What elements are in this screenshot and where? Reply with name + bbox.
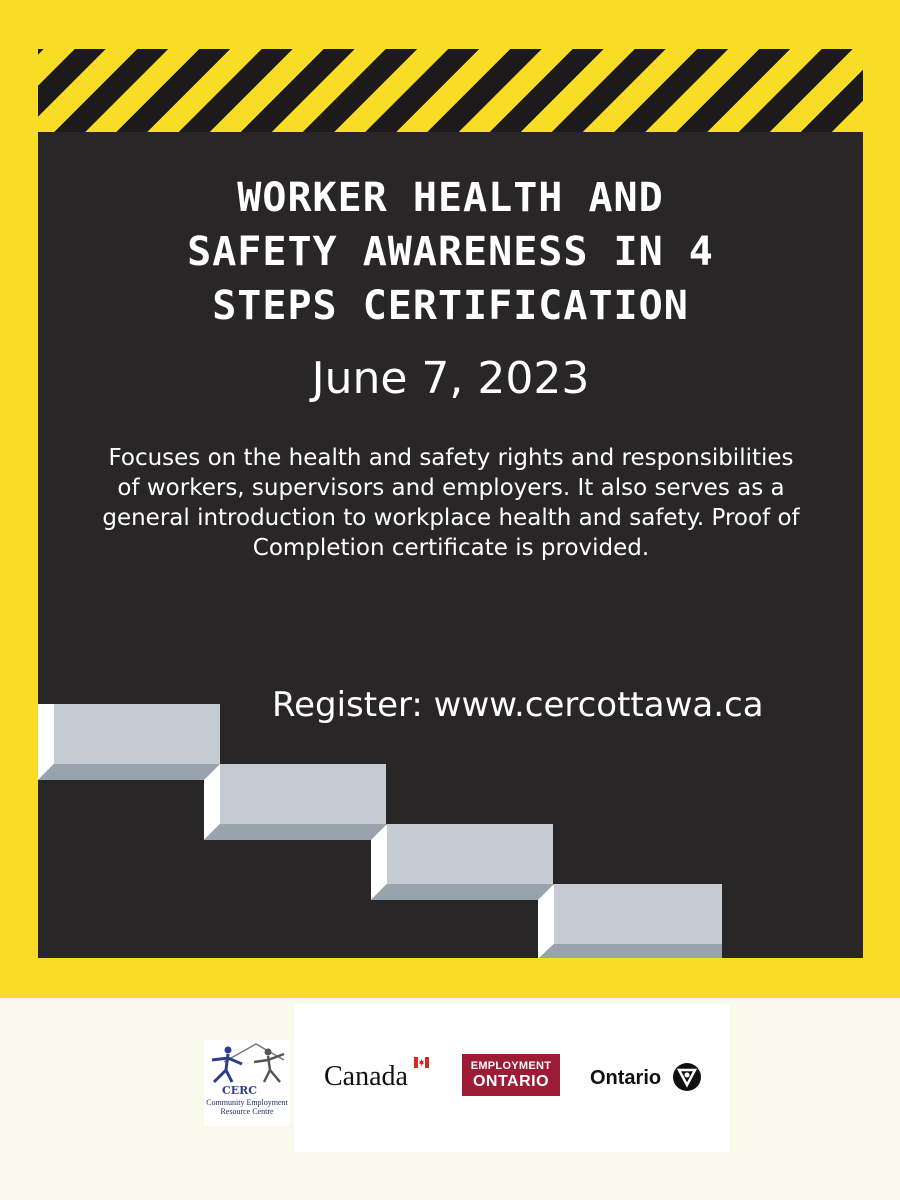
eo-bottom-text: ONTARIO: [472, 1073, 550, 1090]
canada-wordmark: Canada: [324, 1061, 408, 1092]
employment-ontario-logo: [462, 1054, 560, 1096]
eo-top-text: EMPLOYMENT: [470, 1060, 552, 1072]
sponsor-logos: [206, 1004, 730, 1152]
hazard-stripes: [38, 49, 863, 132]
ontario-wordmark: Ontario: [590, 1067, 662, 1089]
poster-panel: [38, 49, 863, 958]
title-line-3: STEPS CERTIFICATION: [212, 283, 689, 329]
cerc-logo: [204, 1040, 290, 1126]
staircase-graphic: [38, 694, 863, 958]
title-line-1: WORKER HEALTH AND: [237, 175, 664, 221]
register-link[interactable]: Register: www.cercottawa.ca: [272, 685, 764, 725]
title-line-2: SAFETY AWARENESS IN 4: [187, 229, 714, 275]
cerc-name: CERC: [222, 1084, 258, 1097]
poster-title: [38, 171, 863, 333]
event-date: June 7, 2023: [311, 353, 590, 404]
trillium-icon: [672, 1062, 702, 1092]
event-description: Focuses on the health and safety rights and responsibilities of workers, supervisors and employers. It also serves as a general introduction to workplace health and safety. Proof of Completion certificate is provided.: [102, 445, 800, 561]
cerc-subtitle: Community Employment Resource Centre: [206, 1098, 288, 1116]
canada-flag-icon: [414, 1057, 429, 1068]
